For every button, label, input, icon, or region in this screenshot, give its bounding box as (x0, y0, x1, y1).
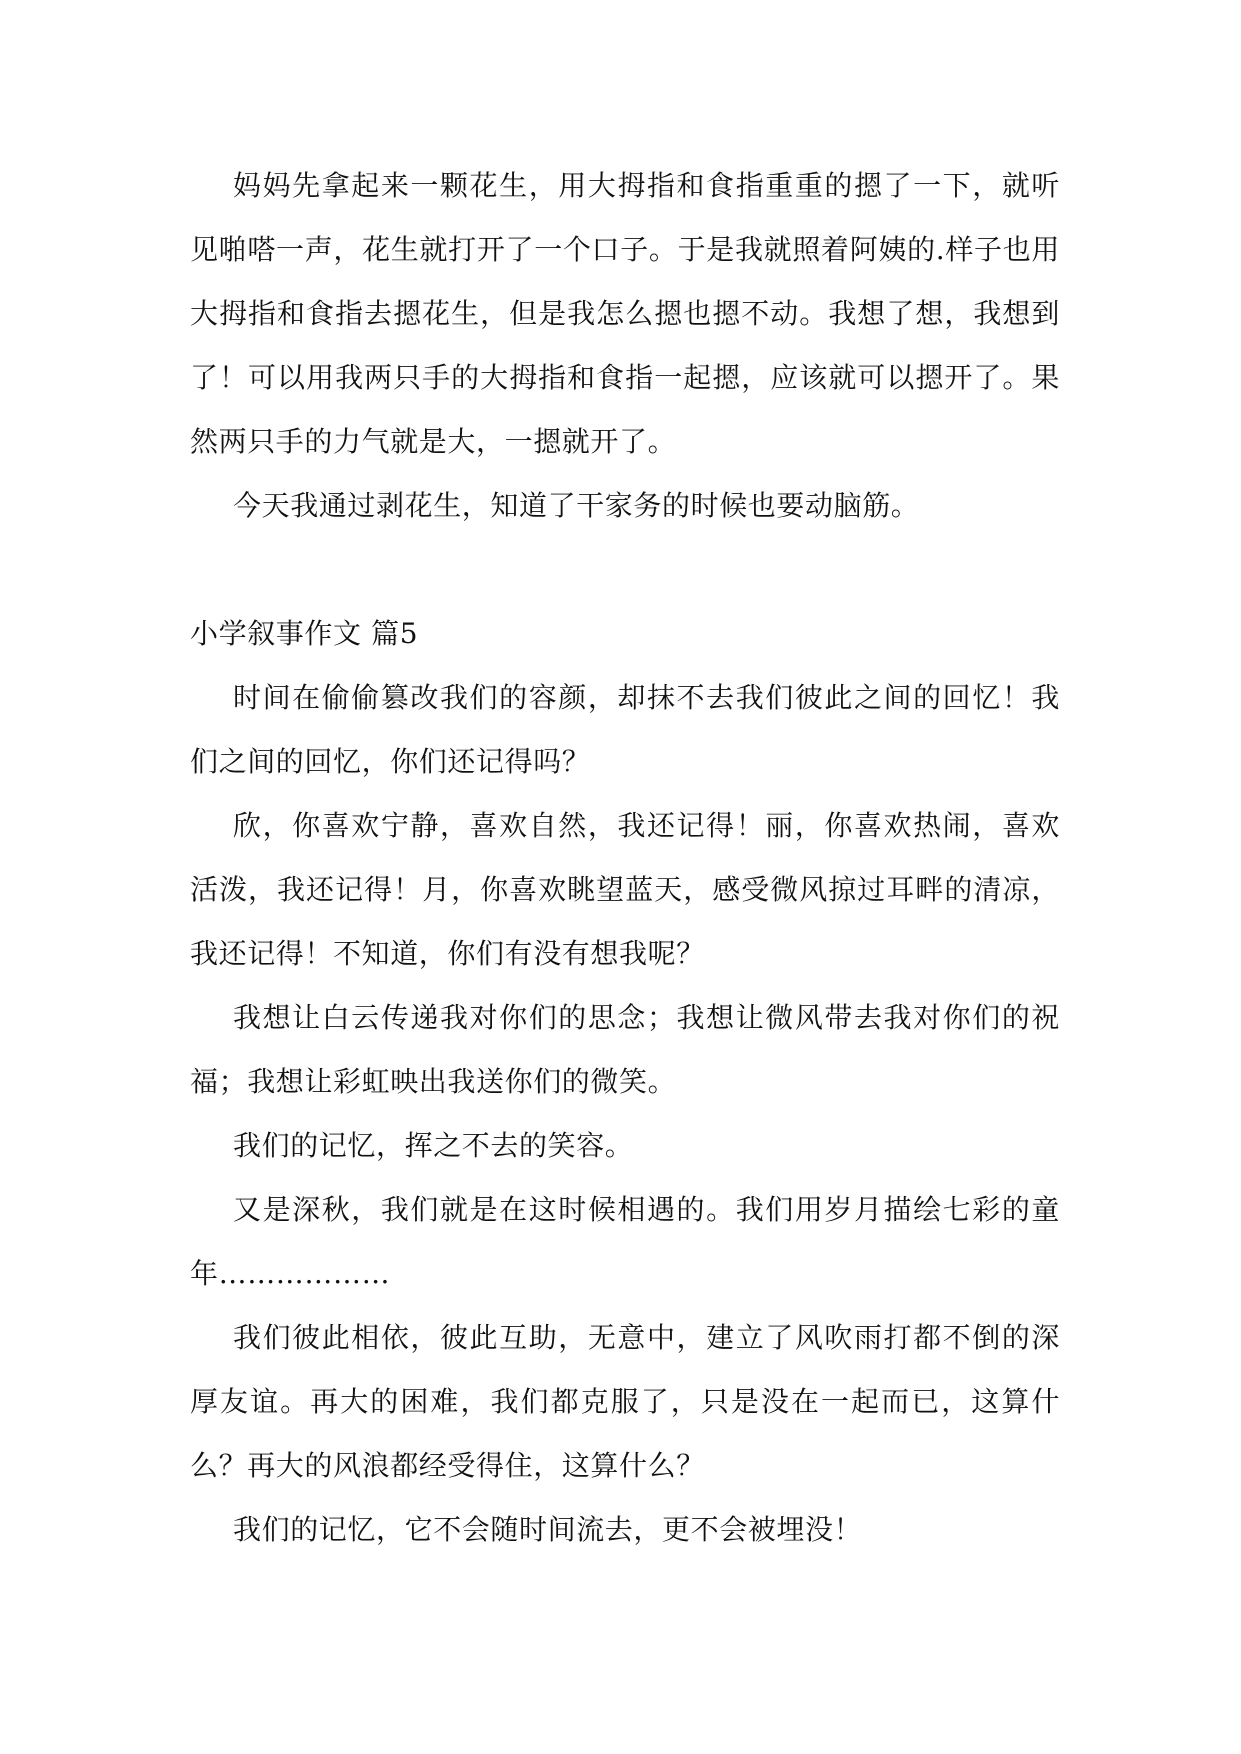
paragraph-6: 我们彼此相依，彼此互助，无意中，建立了风吹雨打都不倒的深厚友谊。再大的困难，我们都克服了，只是没在一起而已，这算什么？再大的风浪都经受得住，这算什么？ (190, 1321, 1060, 1482)
paragraph-peanut-conclusion: 今天我通过剥花生，知道了干家务的时候也要动脑筋。 (233, 489, 920, 522)
paragraph-7: 我们的记忆，它不会随时间流去，更不会被埋没！ (233, 1513, 863, 1546)
paragraph-5: 又是深秋，我们就是在这时候相遇的。我们用岁月描绘七彩的童年……………… (190, 1193, 1060, 1290)
section-spacer (190, 538, 1060, 602)
paragraph-3: 我想让白云传递我对你们的思念；我想让微风带去我对你们的祝福；我想让彩虹映出我送你们的微笑。 (190, 1001, 1060, 1098)
paragraph-4: 我们的记忆，挥之不去的笑容。 (233, 1129, 634, 1162)
paragraph-2: 欣，你喜欢宁静，喜欢自然，我还记得！丽，你喜欢热闹，喜欢活泼，我还记得！月，你喜欢眺望蓝天，感受微风掠过耳畔的清凉，我还记得！不知道，你们有没有想我呢？ (190, 809, 1060, 970)
paragraph-peanut-story: 妈妈先拿起来一颗花生，用大拇指和食指重重的摁了一下，就听见啪嗒一声，花生就打开了一个口子。于是我就照着阿姨的.样子也用大拇指和食指去摁花生，但是我怎么摁也摁不动。我想了想，我想到了！可以用我两只手的大拇指和食指一起摁，应该就可以摁开了。果然两只手的力气就是大，一摁就开了。 (190, 169, 1060, 458)
paragraph-1: 时间在偷偷篡改我们的容颜，却抹不去我们彼此之间的回忆！我们之间的回忆，你们还记得吗？ (190, 681, 1060, 778)
section-heading: 小学叙事作文 篇5 (190, 617, 419, 650)
document-body (190, 154, 1060, 1562)
